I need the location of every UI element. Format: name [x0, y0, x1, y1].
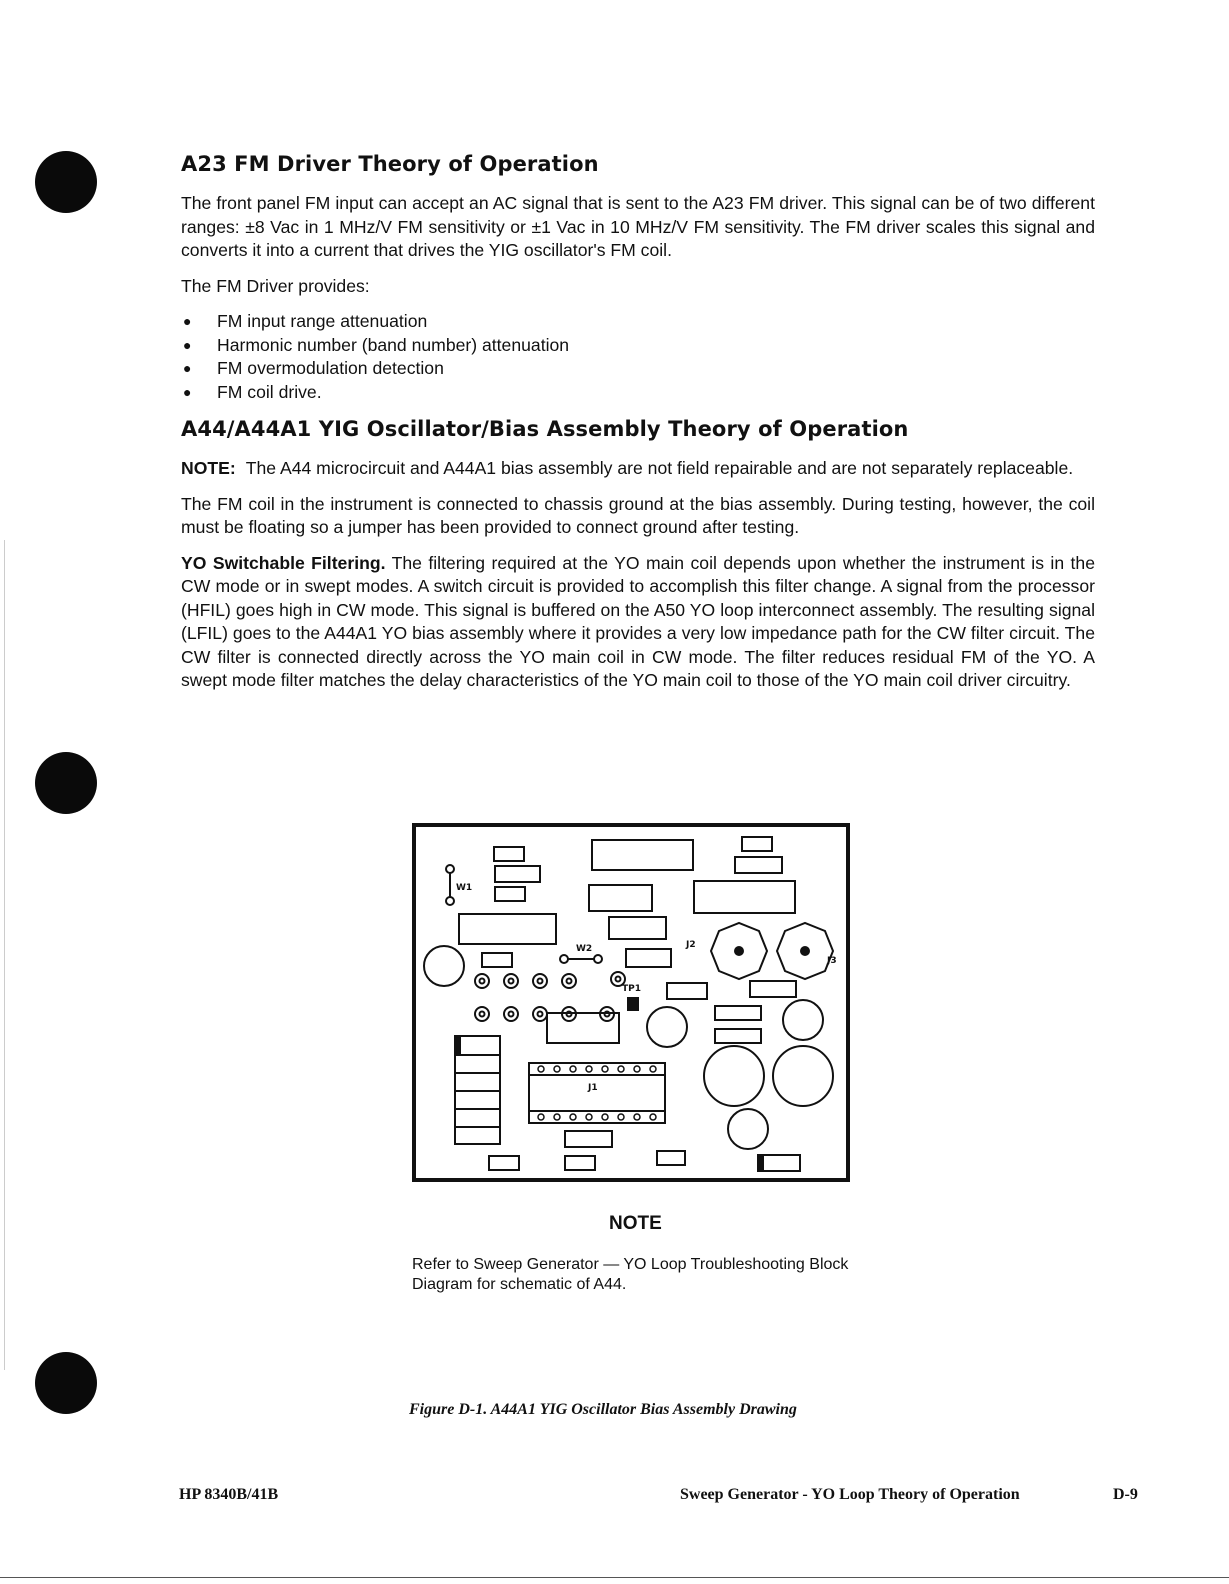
footer-section: Sweep Generator - YO Loop Theory of Operation: [680, 1486, 1020, 1503]
yo-filtering-label: YO Switchable Filtering.: [181, 552, 386, 573]
list-item: ● FM input range attenuation: [181, 310, 1095, 334]
bias-assembly-drawing: [412, 823, 850, 1182]
label-j1: J1: [588, 1083, 598, 1093]
list-item: ● FM coil drive.: [181, 381, 1095, 405]
footer-page-number: D-9: [1113, 1486, 1138, 1503]
figure-note-text: Refer to Sweep Generator — YO Loop Troubleshooting Block Diagram for schematic of A44.: [412, 1256, 849, 1293]
note-label: NOTE:: [181, 458, 236, 478]
list-item: ● FM overmodulation detection: [181, 357, 1095, 381]
fm-driver-provides: The FM Driver provides:: [181, 275, 370, 296]
figure-note-title: NOTE: [609, 1213, 662, 1234]
fm-driver-paragraph: The front panel FM input can accept an AC signal that is sent to the A23 FM driver. This signal can be of two different ranges: ±8 Vac in 1 MHz/V FM sensitivity or ±1 Vac in 10 MHz/V FM sensitivity. The FM driver scales this signal and converts it into a current that drives the YIG oscillator's FM coil.: [181, 193, 1095, 260]
fm-coil-paragraph: The FM coil in the instrument is connected to chassis ground at the bias assembly. During testing, however, the coil must be floating so a jumper has been provided to connect ground after testing.: [181, 493, 1095, 537]
footer-model: HP 8340B/41B: [179, 1486, 279, 1503]
label-w2: W2: [576, 944, 593, 954]
section-title-yig: A44/A44A1 YIG Oscillator/Bias Assembly Theory of Operation: [181, 417, 909, 441]
list-item: ● Harmonic number (band number) attenuation: [181, 334, 1095, 358]
scan-edge-line: [4, 540, 5, 1370]
binder-hole-bottom: [35, 1352, 97, 1414]
label-j2: J2: [686, 940, 696, 950]
note-paragraph: [181, 457, 1095, 481]
yo-filtering-text: The filtering required at the YO main coil depends upon whether the instrument is in the CW mode or in swept modes. A switch circuit is provided to accomplish this filter change. A signal from the processor (HFIL) goes high in CW mode. This signal is buffered on the A50 YO loop interconnect assembly. The resulting signal (LFIL) goes to the A44A1 YO bias assembly where it provides a very low impedance path for the CW filter circuit. The CW filter is connected directly across the YO main coil in CW mode. The filter reduces residual FM of the YO. A swept mode filter matches the delay characteristics of the YO main coil to those of the YO main coil driver circuitry.: [181, 552, 1095, 690]
bottom-rule: [0, 1577, 1229, 1578]
binder-hole-middle: [35, 752, 97, 814]
figure-caption: Figure D-1. A44A1 YIG Oscillator Bias Assembly Drawing: [409, 1401, 797, 1418]
label-j3: J3: [827, 956, 837, 966]
section-title-fm-driver: A23 FM Driver Theory of Operation: [181, 152, 599, 176]
binder-hole-top: [35, 151, 97, 213]
label-w1: W1: [456, 883, 473, 893]
fm-driver-list: [181, 310, 1095, 404]
note-text: The A44 microcircuit and A44A1 bias assembly are not field repairable and are not separately replaceable.: [245, 458, 1074, 478]
label-tp1: TP1: [622, 984, 641, 994]
page-content: [181, 152, 1095, 705]
yo-filtering-paragraph: [181, 552, 1095, 693]
